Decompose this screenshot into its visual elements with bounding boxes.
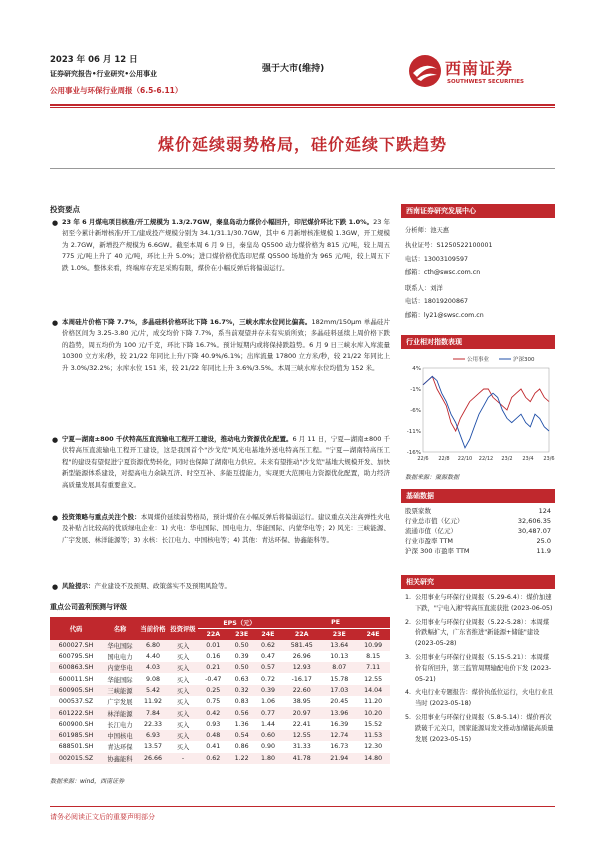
table-cell: 22.41 [292, 720, 311, 728]
paragraph-4 [62, 512, 390, 546]
table-cell: 协鑫能科 [102, 753, 138, 764]
table-cell: 买入 [176, 654, 190, 662]
table-cell: 21.94 [322, 753, 356, 764]
table-cell: 0.50 [229, 662, 255, 673]
title-divider [50, 168, 555, 169]
table-row [50, 730, 390, 741]
basic-data-value: 32,606.35 [517, 517, 551, 525]
table-title: 重点公司盈利预测与评级 [50, 603, 127, 611]
contact-phone: 电话：18019200867 [405, 298, 468, 305]
table-cell: 0.62 [198, 753, 229, 764]
x-tick-label: 22/8 [438, 456, 450, 462]
company-logo [405, 53, 555, 93]
table-cell: 0.01 [198, 640, 229, 651]
table-cell: -0.47 [205, 675, 222, 683]
table-cell: 11.92 [143, 698, 163, 706]
table-cell: 16.39 [330, 720, 349, 728]
footer-disclaimer[interactable]: 请务必阅读正文后的重要声明部分 [50, 813, 155, 821]
series-line-utilities [423, 376, 549, 431]
col-price: 当前价格 [138, 617, 168, 640]
report-category: 证券研究报告•行业研究•公用事业 [50, 70, 157, 78]
table-cell: 13.57 [143, 743, 163, 751]
table-cell: 581.45 [281, 640, 322, 651]
table-cell: 13.64 [322, 640, 356, 651]
table-cell: 16.73 [330, 743, 349, 751]
y-tick-label: 4% [412, 366, 421, 372]
y-tick-label: -16% [406, 450, 421, 456]
table-cell: 1.80 [255, 753, 281, 764]
table-cell: 10.13 [330, 653, 349, 661]
x-tick-label: 23/4 [522, 456, 534, 462]
perf-heading: 行业相对指数表现 [401, 335, 555, 349]
basic-data-label: 股票家数 [405, 507, 431, 515]
bullet-icon: ● [52, 319, 59, 327]
table-cell: 6.80 [138, 640, 168, 651]
basic-data-label: 沪深 300 市盈率 TTM [405, 547, 470, 555]
y-tick-label: -1% [410, 387, 421, 393]
chart-frame [423, 368, 549, 452]
basic-data-label: 流通市值（亿元） [405, 527, 457, 535]
logo-en: SOUTHWEST SECURITIES [447, 79, 524, 85]
analyst-phone: 电话：13003109597 [405, 256, 468, 263]
table-cell: 15.78 [330, 675, 349, 683]
table-cell: 1.44 [260, 720, 275, 728]
contact-email: 邮箱：ly21@swsc.com.cn [405, 312, 484, 319]
table-cell: 买入 [168, 730, 198, 741]
bullet-icon: ● [52, 514, 59, 522]
table-cell: 20.45 [330, 698, 349, 706]
table-cell: 0.42 [198, 707, 229, 718]
table-cell: 买入 [168, 640, 198, 651]
table-cell: 0.25 [198, 685, 229, 696]
related-item-title: 公用事业与环保行业周报（5.22-5.28）：本周煤价跌幅扩大，广东省推进"新能源+储能"建设 [415, 618, 550, 637]
sub-header: 24E [356, 628, 390, 639]
table-cell: 600795.SH [58, 653, 94, 661]
sub-header: 23E [322, 628, 356, 639]
paragraph-2-body: 182mm/150μm 单晶硅片价格区间为 3.25-3.80 元/片，成交均价下降 7.7%，系当前观望并存未有实质所致；多晶硅料延续上周价格下跌的趋势，周五均价为 100 元/千克，环比下降 16.7%。预计短期内或将保持跌趋势。6 月 9 日三峡水库入库流量 10300 立方米/秒，较 21/22 年同比上升/下降 40.9%/6.1%；出库流量 17800 立方米/秒，较 21/22 年同比上升 3.0%/32.2%；水库水位 151 米，较 21/22 年同比上升 3.6%/3.5%。本周三峡水库水位均值为 152 米。 [62, 318, 390, 372]
related-item-title: 火电行业专题报告：煤价执低位运行，火电行业且当时 [415, 689, 554, 708]
table-cell: 0.48 [198, 730, 229, 741]
table-cell: 12.74 [322, 730, 356, 741]
related-item-date: (2023-06-05) [508, 604, 553, 612]
paragraph-2-lead: 本周硅片价格下降 7.7%，多晶硅料价格环比下降 16.7%，三峡水库水位同比偏高。 [62, 318, 312, 326]
table-cell: 15.52 [364, 720, 383, 728]
paragraph-4-lead: 投资策略与重点关注个股： [62, 513, 141, 521]
paragraph-4-body: 本周煤价延续弱势格局，预计煤价在小幅反弹后将偏弱运行。建议重点关注高弹性火电及补贴占比较高的优质绿电企业：1) 火电：华电国际、国电电力、华能国际、内蒙华电等；2) 风光：三峡能源、广宇发展、林洋能源等；3) 水核：长江电力、中国核电等；4) 其他：青达环保、协鑫能科等。 [62, 513, 391, 544]
table-cell: -16.17 [291, 675, 312, 683]
basic-data-row [405, 506, 551, 516]
related-item-body [415, 618, 555, 650]
table-cell: 内蒙华电 [102, 662, 138, 673]
table-source: 数据来源：wind，西南证券 [50, 778, 125, 785]
basic-data-value: 124 [538, 507, 551, 515]
table-row [50, 662, 390, 673]
table-row [50, 651, 390, 662]
analyst-cert: 执业证号：S1250522100001 [405, 242, 493, 249]
table-cell: 10.20 [356, 707, 390, 718]
table-cell: 0.83 [234, 698, 249, 706]
table-cell: 0.62 [255, 640, 281, 651]
table-cell: 5.42 [138, 685, 168, 696]
x-tick-label: 22/6 [417, 456, 429, 462]
table-cell: 26.96 [292, 653, 311, 661]
table-cell: 1.36 [234, 720, 249, 728]
related-item[interactable] [405, 618, 555, 650]
basic-data-label: 行业总市值（亿元） [405, 517, 464, 525]
legend-label: 公用事业 [467, 357, 490, 363]
table-cell: 13.96 [322, 707, 356, 718]
analyst-email: 邮箱：cth@swsc.com.cn [405, 269, 481, 276]
sub-header: 22A [198, 628, 229, 639]
table-cell: 0.56 [229, 707, 255, 718]
bullet-icon: ● [52, 219, 59, 227]
table-cell: 600863.SH [50, 662, 102, 673]
table-cell: 0.57 [255, 662, 281, 673]
table-cell: 华电国际 [102, 640, 138, 651]
basic-data-value: 25.0 [536, 537, 551, 545]
y-tick-label: -11% [406, 429, 421, 435]
paragraph-1-lead: 23 年 6 月煤电项目核准/开工规模为 1.3/2.7GW，秦皇岛动力煤价小幅回升，印尼煤价环比下跌 1.0%。 [62, 218, 374, 226]
earnings-table [50, 617, 390, 764]
contact-name: 联系人：刘洋 [405, 285, 443, 292]
paragraph-5-lead: 风险提示： [62, 582, 95, 590]
table-cell: 0.60 [255, 730, 281, 741]
table-cell: 青达环保 [107, 744, 133, 752]
paragraph-5-body: 产业建设不及预期、政策落实不及预期风险等。 [94, 582, 231, 590]
header-divider-thin [50, 107, 555, 108]
table-cell: 4.03 [138, 662, 168, 673]
table-cell: 买入 [176, 676, 190, 684]
table-cell: 12.93 [281, 662, 322, 673]
paragraph-3-lead: 宁夏—湖南±800 千伏特高压直流输电工程开工建设，推动电力资源优化配置。 [62, 435, 293, 443]
table-row [50, 640, 390, 651]
related-item-title: 公用事业与环保行业周报（5.8-5.14）：煤价再次跌破千元关口，国家能源局发文推动加储能高质量发展 [415, 713, 554, 743]
related-item-date: (2023-05-15) [427, 735, 472, 743]
table-cell: 0.32 [229, 685, 255, 696]
paragraph-3-body: 6 月 11 日，宁夏—湖南±800 千伏特高压直流输电工程开工建设，这是我国首个"沙戈荒"风光电基地外送电特高压工程。"宁夏—湖南特高压工程"的建设有望促进宁夏资源优势转化，同时也保障了湖南电力供应。未来有望推动"沙戈荒"基地大规模开发、加快新型能源体系建设，对提高电力余缺互济、时空互补、多能互提能力，实现更大范围电力资源优化配置，助力经济高质量发展具有重要意义。 [62, 435, 390, 489]
table-cell: 0.39 [255, 685, 281, 696]
table-cell: 买入 [168, 685, 198, 696]
paragraph-1-body: 23 年初至今累计新增核准/开工/建成投产规模分别为 34.1/31.1/30.7GW，其中 6 月新增核准规模 1.3GW，开工规模为 2.7GW，新增投产规模为 6.6GW。截至本周 6 月 9 日，秦皇岛 Q5500 动力煤价格为 815 元/吨，较上周五 775 元/吨上升了 40 元/吨，环比上升 5.0%；进口煤价格优选印尼煤 Q5500 场地价为 965 元/吨，较上周五下跌 1.0%。整体来看，终端库存充足采购有限，煤价在小幅反弹后将偏弱运行。 [62, 218, 390, 272]
table-cell: 国电电力 [107, 654, 133, 662]
table-cell: 0.54 [229, 730, 255, 741]
table-body [50, 640, 390, 764]
table-cell: 0.86 [234, 743, 249, 751]
logo-icon [407, 53, 443, 89]
table-cell: - [168, 753, 198, 764]
table-cell: 600905.SH [50, 685, 102, 696]
sub-header: 23E [229, 628, 255, 639]
table-cell: 0.21 [198, 662, 229, 673]
table-cell: 0.50 [229, 640, 255, 651]
bullet-icon: ● [52, 436, 59, 444]
x-tick-label: 23/6 [543, 456, 555, 462]
related-item-body [415, 653, 555, 685]
table-cell: 买入 [176, 721, 190, 729]
related-item-number: 1. [405, 594, 412, 601]
series-line-csi300 [423, 376, 549, 447]
table-cell: 000537.SZ [58, 698, 94, 706]
table-cell: 4.40 [145, 653, 161, 661]
related-item[interactable] [405, 653, 555, 685]
related-item-title: 公用事业与环保行业周报（5.15-5.21）：本周煤价有所回升，第三监管周期输配电价下发 [415, 653, 550, 672]
basic-data-row [405, 546, 551, 556]
basic-heading: 基础数据 [401, 489, 555, 503]
table-cell: 12.55 [281, 730, 322, 741]
footer-divider [50, 806, 555, 807]
related-item-date: (2023-05-28) [415, 640, 457, 648]
table-cell: 0.93 [206, 720, 221, 728]
table-cell: 0.77 [255, 707, 281, 718]
related-item-number: 3. [405, 653, 412, 661]
table-cell: 0.90 [260, 743, 275, 751]
related-item-date: (2023-05-18) [427, 700, 472, 708]
header-divider [50, 104, 555, 106]
table-cell: 14.80 [356, 753, 390, 764]
table-cell: 1.06 [260, 698, 275, 706]
related-item[interactable] [405, 688, 555, 710]
table-cell: 林洋能源 [102, 707, 138, 718]
related-item[interactable] [405, 593, 555, 615]
table-cell: 7.84 [138, 707, 168, 718]
col-code: 代码 [50, 617, 102, 640]
table-cell: 22.60 [281, 685, 322, 696]
paragraph-2 [62, 317, 390, 374]
table-cell: 0.63 [234, 675, 249, 683]
table-cell: 22.33 [143, 720, 163, 728]
related-item-date: (2023-05-21) [415, 664, 552, 683]
x-tick-label: 22/12 [478, 456, 494, 462]
paragraph-5 [62, 581, 390, 592]
x-tick-label: 22/10 [457, 456, 473, 462]
table-cell: 三峡能源 [102, 685, 138, 696]
table-cell: 10.99 [356, 640, 390, 651]
sub-header: 24E [255, 628, 281, 639]
basic-data-value: 30,487.07 [517, 527, 551, 535]
table-cell: 7.11 [356, 662, 390, 673]
report-name: 公用事业与环保行业周报（6.5-6.11） [50, 86, 183, 95]
table-cell: 买入 [168, 662, 198, 673]
table-row [50, 753, 390, 764]
basic-data-row [405, 516, 551, 526]
y-tick-label: -6% [410, 408, 421, 414]
table-cell: 688501.SH [58, 743, 94, 751]
paragraph-3 [62, 434, 390, 491]
logo-text: 西南证券 [445, 59, 514, 78]
table-cell: 买入 [176, 699, 190, 707]
bullet-icon: ● [52, 583, 59, 591]
team-heading: 西南证券研究发展中心 [401, 204, 555, 218]
section-heading: 投资要点 [50, 205, 80, 214]
table-cell: 长江电力 [107, 721, 133, 729]
basic-data-label: 行业市盈率 TTM [405, 537, 454, 545]
table-cell: 9.08 [145, 675, 161, 683]
related-item-number: 4. [405, 689, 412, 697]
table-cell: 600900.SH [58, 720, 94, 728]
table-row [50, 719, 390, 730]
related-item-body [415, 593, 555, 615]
table-cell: 买入 [168, 707, 198, 718]
table-cell: 20.97 [281, 707, 322, 718]
table-cell: 1.22 [229, 753, 255, 764]
analyst-name: 分析师：池天惠 [405, 227, 450, 234]
table-cell: 6.93 [138, 730, 168, 741]
related-item[interactable] [405, 713, 555, 745]
table-cell: 002015.SZ [50, 753, 102, 764]
report-date: 2023 年 06 月 12 日 [50, 55, 138, 65]
table-cell: 601985.SH [50, 730, 102, 741]
basic-data-row [405, 526, 551, 536]
table-cell: 17.03 [322, 685, 356, 696]
table-cell: 0.41 [206, 743, 221, 751]
table-row [50, 673, 390, 684]
related-research-list [405, 593, 555, 748]
table-cell: 0.16 [206, 653, 221, 661]
x-tick-label: 23/2 [501, 456, 513, 462]
table-cell: 26.66 [138, 753, 168, 764]
chart-source: 数据来源：聚源数据 [405, 474, 460, 481]
table-cell: 31.33 [292, 743, 311, 751]
table-cell: 11.20 [364, 698, 383, 706]
related-item-number: 5. [405, 713, 412, 721]
related-item-number: 2. [405, 618, 412, 626]
basic-data-value: 11.9 [536, 547, 551, 555]
table-cell: 11.53 [356, 730, 390, 741]
table-row [50, 696, 390, 707]
table-row [50, 707, 390, 718]
table-row [50, 685, 390, 696]
table-cell: 0.39 [234, 653, 249, 661]
col-rating: 投资评级 [168, 617, 198, 640]
table-cell: 0.47 [260, 653, 275, 661]
table-cell: 12.55 [364, 675, 383, 683]
table-cell: 0.75 [206, 698, 221, 706]
table-cell: 601222.SH [50, 707, 102, 718]
basic-data-table [405, 506, 551, 556]
table-cell: 38.95 [292, 698, 311, 706]
table-row [50, 741, 390, 752]
related-heading: 相关研究 [401, 575, 555, 589]
table-cell: 600027.SH [50, 640, 102, 651]
col-pe: PE [281, 617, 390, 628]
table-cell: 41.78 [281, 753, 322, 764]
index-performance-chart [401, 352, 555, 470]
table-cell: 600011.SH [58, 675, 94, 683]
table-cell: 广宇发展 [107, 699, 133, 707]
legend-label: 沪深300 [513, 357, 535, 363]
col-eps: EPS（元） [198, 617, 281, 628]
table-cell: 8.15 [366, 653, 381, 661]
related-item-title: 公用事业与环保行业周报（5.29-6.4）：煤价加速下跌，"宁电入湘"特高压直流获批 [415, 594, 552, 612]
sub-header: 22A [281, 628, 322, 639]
rating: 强于大市(维持) [262, 64, 325, 74]
related-item-body [415, 713, 555, 745]
paragraph-1 [62, 217, 390, 274]
col-name: 名称 [102, 617, 138, 640]
table-cell: 14.04 [356, 685, 390, 696]
table-cell: 买入 [176, 744, 190, 752]
table-cell: 8.07 [322, 662, 356, 673]
page-title: 煤价延续弱势格局，硅价延续下跌趋势 [157, 135, 447, 154]
table-cell: 华能国际 [107, 676, 133, 684]
table-cell: 12.30 [364, 743, 383, 751]
basic-data-row [405, 536, 551, 546]
table-cell: 0.72 [260, 675, 275, 683]
related-item-body [415, 688, 555, 710]
table-cell: 中国核电 [102, 730, 138, 741]
